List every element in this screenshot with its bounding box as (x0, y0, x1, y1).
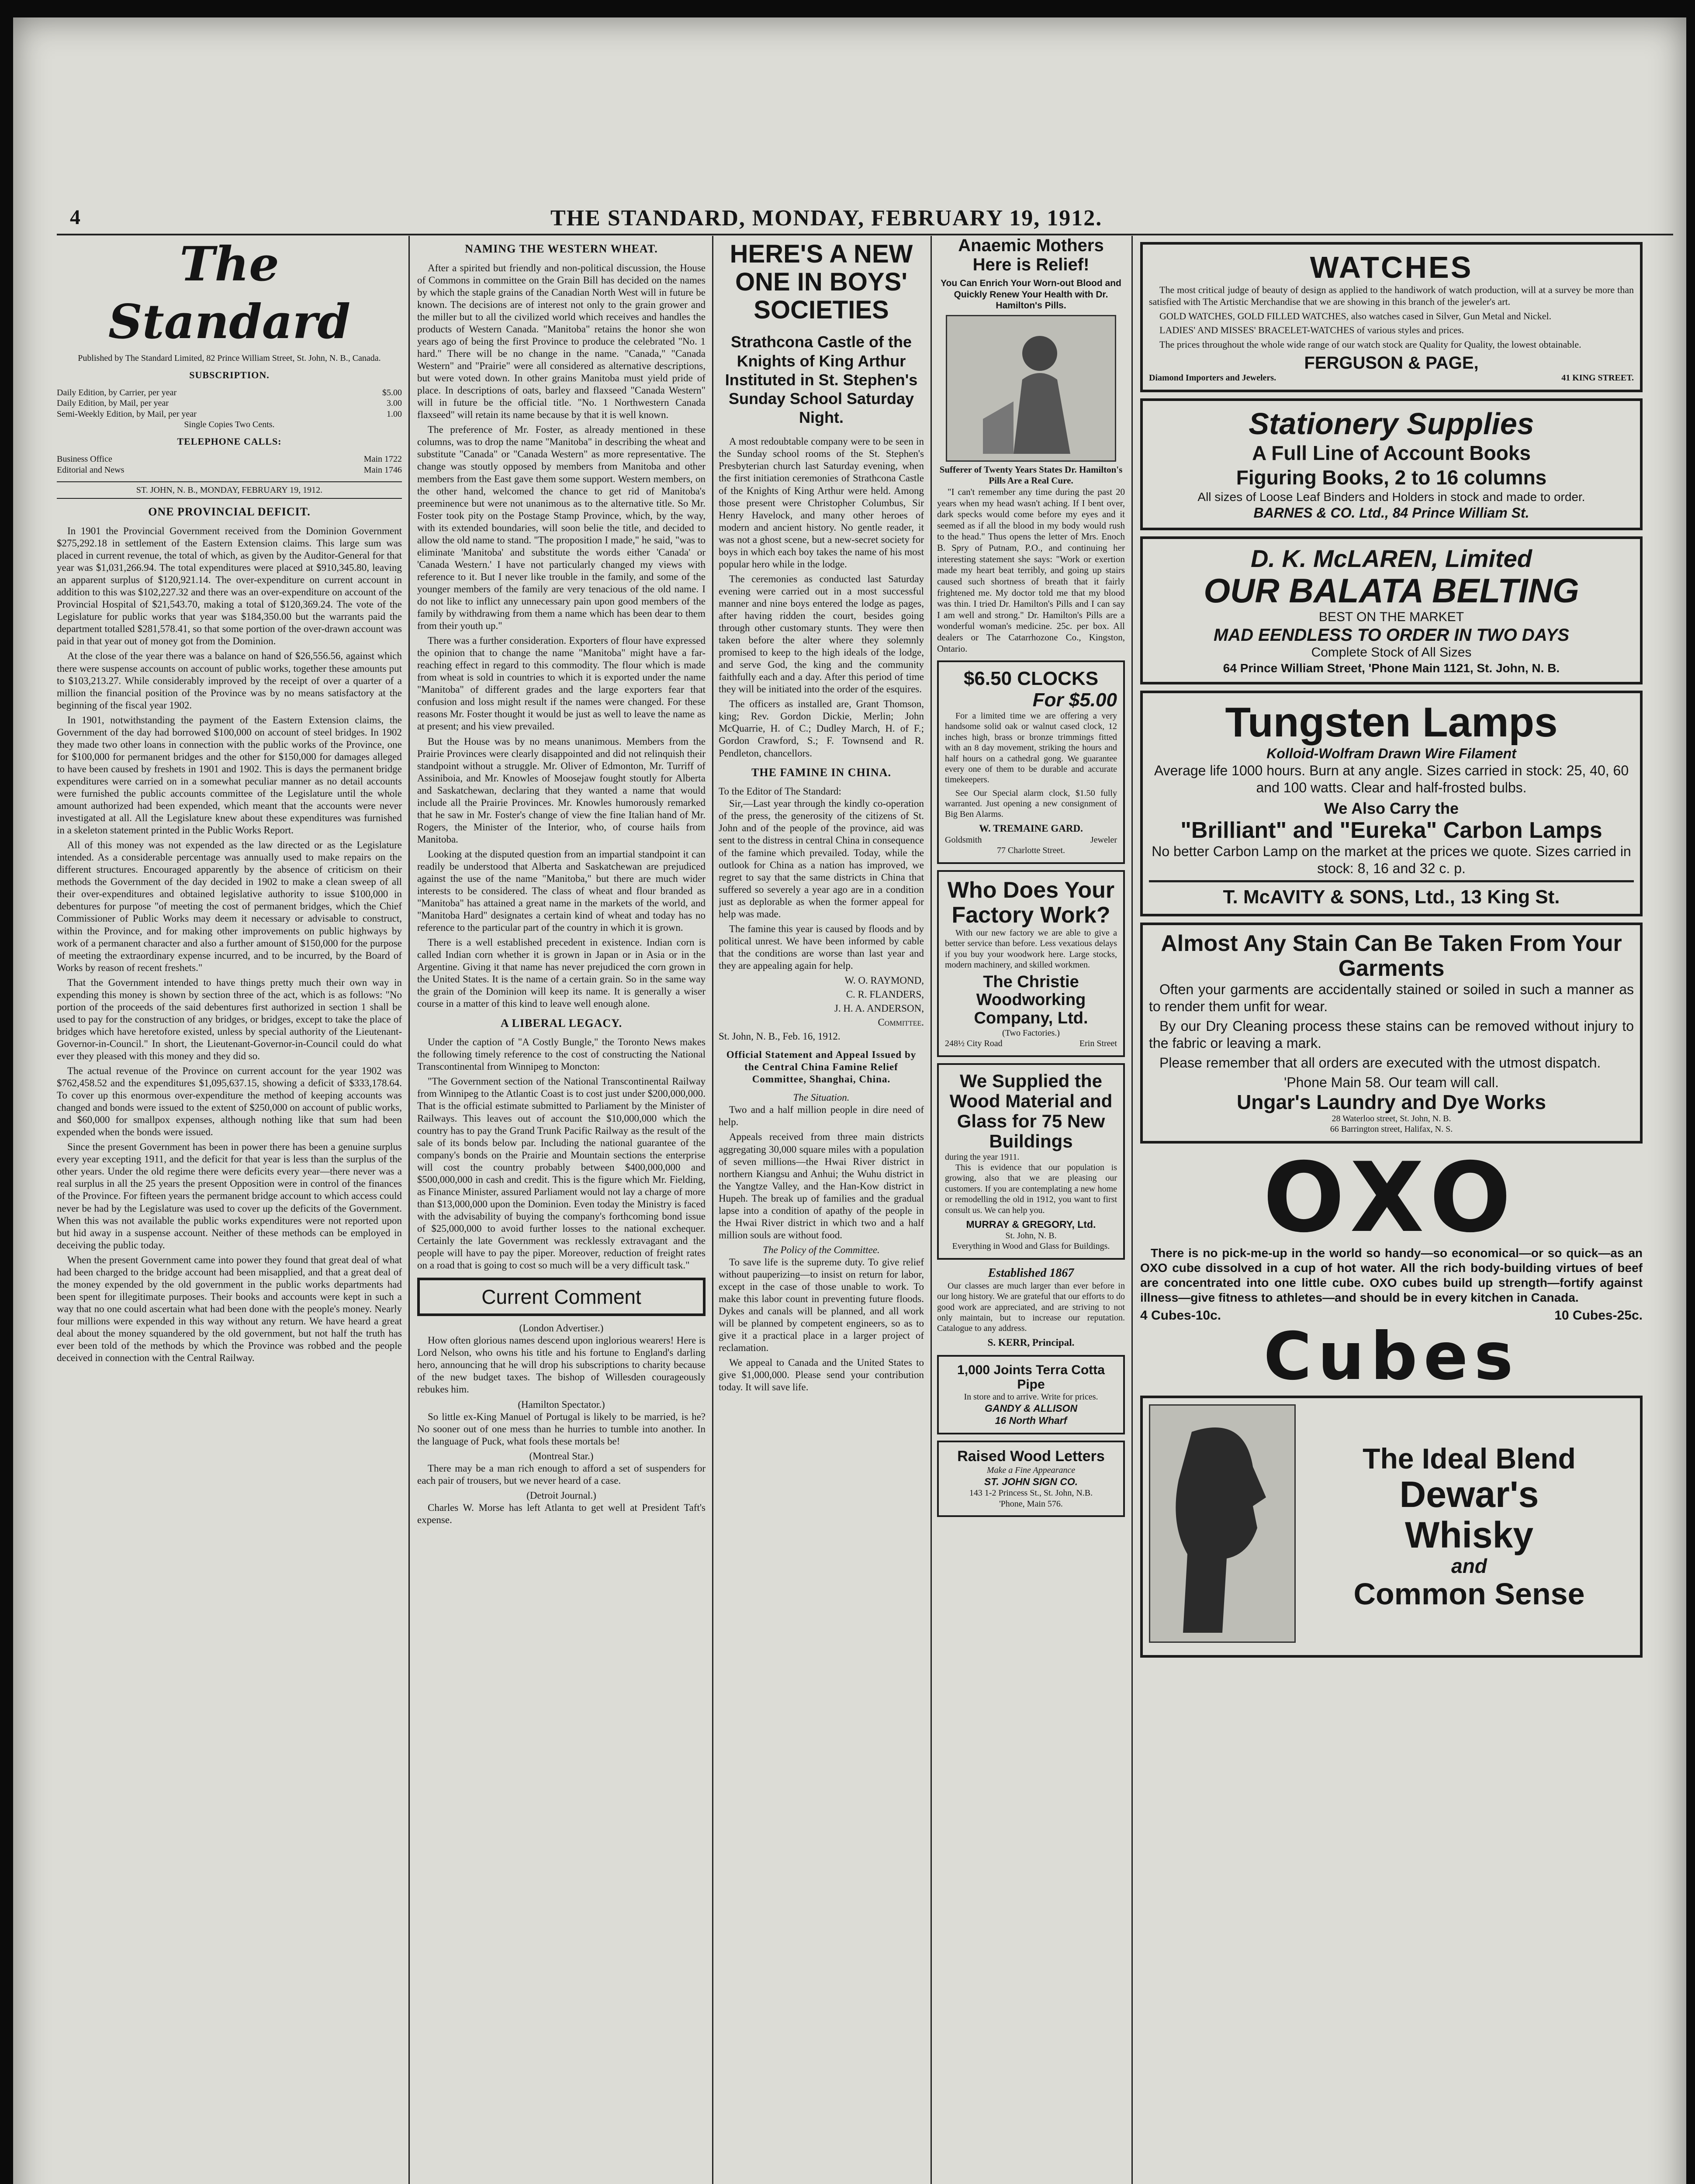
rates-table (57, 387, 402, 430)
column-rule (931, 236, 932, 2184)
ad-factory-work (937, 870, 1125, 1057)
ad-line: We Also Carry the (1324, 799, 1459, 818)
price-right: 10 Cubes-25c. (1554, 1308, 1643, 1323)
ad-firm: FERGUSON & PAGE, (1304, 353, 1479, 373)
ad-ungar-laundry (1140, 923, 1643, 1144)
ad-caption: Sufferer of Twenty Years States Dr. Hamilton's Pills Are a Real Cure. (939, 464, 1123, 486)
ad-title: $6.50 CLOCKS (963, 668, 1099, 690)
ad-brands: "Brilliant" and "Eureka" Carbon Lamps (1180, 818, 1602, 843)
ad-tagline: Everything in Wood and Glass for Buildings. (952, 1241, 1110, 1251)
comment-text: Charles W. Morse has left Atlanta to get well at President Taft's expense. (417, 1502, 706, 1525)
article-paragraph: There is a well established precedent in existence. Indian corn is called Indian corn whether it is grown in Japan or in Asia or in the Argentine. Giving it that name has never prejudiced the corn grown in the United States. It is the name of a certain grain. So in the same way the grain of the Dominion will keep its name. It is generally a wiser course in a matter of this kind to leave well enough alone. (417, 937, 706, 1009)
ad-line: The Ideal Blend (1363, 1442, 1576, 1475)
profile-illustration (1149, 1404, 1296, 1643)
ad-established: Established 1867 (988, 1266, 1074, 1280)
rate-row (57, 387, 402, 398)
ad-terra-cotta-pipe (937, 1355, 1125, 1434)
ad-text: Average life 1000 hours. Burn at any angle. Sizes carried in stock: 25, 40, 60 and 100 watts. Clear and half-frosted bulbs. (1154, 763, 1629, 796)
article-paragraph: Appeals received from three main districts aggregating 30,000 square miles with a population of seven millions—the Hwai River district in northern Kiangsu and Anhui; the Wuhu district in the Yangtze Valley, and the Han-Kow district in Hupeh. The break up of families and the gradual lapse into a condition of apathy of the people in the Hwai River district in which two and a half million souls are without food. (719, 1131, 924, 1241)
signature: Committee. (878, 1017, 924, 1028)
ad-footer (1149, 373, 1634, 383)
ad-text: In store and to arrive. Write for prices. (964, 1392, 1098, 1402)
article-paragraph: Two and a half million people in dire need of help. (719, 1104, 924, 1128)
phone-value: Main 1746 (363, 465, 402, 475)
article-paragraph: Sir,—Last year through the kindly co-operation of the press, the generosity of the citizens of St. John and of the people of the province, aid was sent to the distress in central China in consequence of the famine which prevailed. Today, while the outlook for China as a nation has improved, we regret to say that the same districts in China that suffered so severely a year ago are in a condition just as deplorable as when the former appeal for help was made. (719, 798, 924, 919)
letter-salutation: To the Editor of The Standard: (719, 786, 841, 797)
ad-address: 64 Prince William Street, 'Phone Main 1121, St. John, N. B. (1223, 661, 1560, 675)
ad-seller: GANDY & ALLISON (984, 1403, 1078, 1414)
article-paragraph: The ceremonies as conducted last Saturday evening were carried out in a most successful manner and nine boys entered the lodge as pages, after having ridden the court, besides going through other customary stunts. They were then taken before the alter where they solemnly promised to keep to the high ideals of the lodge, and serve God, the king and the community faithfully each and a day. After this period of time they will be initiated into the order of the esquires. (719, 573, 924, 695)
phone-row (57, 454, 402, 464)
ad-seller: W. TREMAINE GARD. (979, 822, 1083, 834)
column-rule (712, 236, 713, 2184)
article-paragraph: To save life is the supreme duty. To give relief without pauperizing—to insist on return for labor, except in the case of those unable to work. To make this labor count in preventing future floods. Dykes and canals will be planned, and all work will be planned by competent engineers, so as to give it a practical place in a larger project of reclamation. (719, 1256, 924, 1354)
ad-address: 143 1-2 Princess St., St. John, N.B. (969, 1488, 1093, 1498)
article-paragraph: The officers as installed are, Grant Thomson, king; Rev. Gordon Dickie, Merlin; John McQuarrie, H. of C.; Dudley March, H. of F.; Gordon Crawford, S.; F. Townsend and R. Pendleton, chancellors. (719, 698, 924, 759)
ad-title: Raised Wood Letters (957, 1448, 1105, 1465)
phone-row (57, 465, 402, 475)
article-headline: ONE PROVINCIAL DEFICIT. (148, 505, 311, 518)
comment-text: There may be a man rich enough to afford a set of suspenders for each pair of trousers, but we never heard of a case. (417, 1462, 706, 1486)
rate-label: Semi-Weekly Edition, by Mail, per year (57, 409, 197, 419)
column-editorial (57, 236, 402, 2184)
ad-signer: S. KERR, Principal. (987, 1337, 1075, 1348)
official-heading: Official Statement and Appeal Issued by the Central China Famine Relief Committee, Shanghai, China. (726, 1049, 917, 1085)
article-paragraph: Since the present Government has been in power there has been a genuine surplus every year excepting 1911, and the deficit for that year is less than the surplus of the other years. Under the old regime there were deficits every year—there never was a real surplus in all the 25 years the present Opposition were in control of the finances of the Province. For fifteen years the permanent bridge account to which access could never be had by the Legislature was used to cover up the deficits of the Government. When this was not available the public works expenditures were not reported upon but hid away in a suspense account. Neither of these methods can be employed in deceiving the public today. (57, 1141, 402, 1251)
ad-line: Figuring Books, 2 to 16 columns (1236, 466, 1547, 489)
rate-row (57, 409, 402, 419)
article-paragraph: Under the caption of "A Costly Bungle," the Toronto News makes the following timely reference to the cost of constructing the National Transcontinental from Winnipeg to Moncton: (417, 1037, 706, 1072)
ad-product: OUR BALATA BELTING (1204, 571, 1579, 610)
ad-company: The Christie Woodworking Company, Ltd. (974, 972, 1088, 1028)
rate-value: 3.00 (387, 398, 402, 408)
price-left: 4 Cubes-10c. (1140, 1308, 1221, 1323)
article-paragraph: But the House was by no means unanimous. Members from the Prairie Provinces were clearly disappointed and did not relinquish their standpoint without a struggle. Mr. Oliver of Edmonton, Mr. Turriff of Assiniboia, and Mr. Knowles of Moosejaw fought stoutly for Alberta and Saskatchewan, declaring that they wanted a name that would include all the Prairie Provinces. Mr. Knowles humorously remarked that he saw in Mr. Foster's change of view the fine Italian hand of Mr. Rogers, the Minister of the Interior, who, of course hails from Manitoba. (417, 736, 706, 845)
article-paragraph: Looking at the disputed question from an impartial standpoint it can readily be understood that Alberta and Saskatchewan are prejudiced against the use of the name "Manitoba," but there are much wider interests to be considered. The class of wheat and flour branded as "Manitoba" has attained a great name in the markets of the world, and "Manitoba Hard" designates a certain kind of wheat and today has no reference to the particular part of the country in which it is grown. (417, 848, 706, 933)
ad-title: WATCHES (1310, 250, 1473, 284)
publisher-line: Published by The Standard Limited, 82 Prince William Street, St. John, N. B., Canada. (78, 353, 381, 363)
ad-text: LADIES' AND MISSES' BRACELET-WATCHES of various styles and prices. (1159, 325, 1464, 336)
footer-left: Diamond Importers and Jewelers. (1149, 373, 1276, 383)
article-paragraph: When the present Government came into power they found that great deal of what had been charged to the bridge account had been misapplied, and that a great deal of the money expended by the old government in the public works departments had been spent for illegitimate purposes. Their books and accounts were kept in such a way that no one could ascertain what had been done with the people's money. Nearly four millions were expended in this way without any return. We have heard a great deal about the money squandered by the old government, but not half the truth has ever been told of the methods by which the Province was robbed and the people deceived in connection with the Central Railway. (57, 1254, 402, 1364)
comment-source: (Montreal Star.) (529, 1450, 594, 1462)
article-paragraph: A most redoubtable company were to be seen in the Sunday school rooms of the St. Stephen's Presbyterian church last Saturday evening, when the first initiation ceremonies of Strathcona Castle of the Knights of King Arthur were held. Among those present were Christopher Columbus, Sir Henry Havelock, and many other heroes of modern and ancient history. No gentle reader, it was not a ghost scene, but a new-secret society for boys in which each boy takes the name of his most popular hero while in the lodge. (719, 436, 924, 570)
ad-clocks (937, 660, 1125, 864)
ad-addresses (945, 1038, 1117, 1049)
article-paragraph: After a spirited but friendly and non-political discussion, the House of Commons in committee on the Grain Bill has decided on the names by which the staple grains of the Canadian North West will in future be known. The decisions are of interest not only to the grain grower and the miller but to all the civilized world which receives and handles the products of Western Canada. "Manitoba" retains the honor she won years ago of being the first Province to produce the celebrated "No. 1 hard." There will be no change in the name. "Canada," "Canada Western" and "Prairie" were all considered as alternative descriptions, but were voted down. In other grains Manitoba must yield pride of place. In descriptions of oats, barley and flaxseed "Canada Western" will in future be the official title. "No. 1 Northwestern Canada flaxseed" will retain its name because by that it is well known. (417, 262, 706, 421)
column-ads-wide (1140, 236, 1643, 2184)
phone-label: Business Office (57, 454, 112, 464)
subscription-heading: SUBSCRIPTION. (189, 369, 270, 380)
ad-text: With our new factory we are able to give a better service than before. Less vexatious delays if you buy your woodwork here. Large stocks, modern machinery, and skilled workmen. (945, 928, 1117, 970)
ad-text: "I can't remember any time during the past 20 years when my head wasn't aching. If I bent over, dark specks would come before my eyes and it seemed as if all the blood in my body would rush to the head." Thus opens the letter of Mrs. Enoch B. Spry of Putnam, P.O., and continuing her interesting statement she says: "Work or exertion made my heart beat terribly, and going up stairs caused such shortness of breath that it fairly frightened me. My doctor told me that my blood was thin. I tried Dr. Hamilton's Pills and I can say I am well and strong." Dr. Hamilton's Pills are a wonderful woman's medicine. 25c. per box. All dealers or The Catarrhozone Co., Kingston, Ontario. (937, 487, 1125, 654)
article-headline: A LIBERAL LEGACY. (500, 1016, 623, 1030)
ad-text: This is evidence that our population is growing, also that we are pleasing our customers. If you are contemplating a new home or remodelling the old in 1912, you want to first consult us. We can help you. (945, 1162, 1117, 1215)
rate-label: Daily Edition, by Mail, per year (57, 398, 169, 408)
article-subhead: Strathcona Castle of the Knights of King Arthur Instituted in St. Stephen's Sunday School Saturday Night. (725, 333, 918, 427)
rate-value: 1.00 (387, 409, 402, 419)
ad-phone: 'Phone Main 58. Our team will call. (1284, 1075, 1499, 1091)
article-headline: THE FAMINE IN CHINA. (751, 766, 891, 779)
ad-text: The most critical judge of beauty of design as applied to the handiwork of watch production, will at a survey be more than satisfied with The Artistic Merchandise that we are showing in this branch of the jeweler's art. (1149, 284, 1634, 307)
ad-title: 1,000 Joints Terra Cotta Pipe (957, 1362, 1105, 1392)
page-number: 4 (70, 206, 80, 229)
ad-text: The prices throughout the whole wide range of our watch stock are Quality for Quality, the lowest obtainable. (1159, 339, 1581, 350)
ad-place: St. John, N. B. (1005, 1230, 1057, 1241)
signature: C. R. FLANDERS, (846, 989, 924, 1000)
ad-subtitle: You Can Enrich Your Worn-out Blood and Quickly Renew Your Health with Dr. Hamilton's Pills. (941, 278, 1121, 311)
phone-value: Main 1722 (363, 454, 402, 464)
comment-text: So little ex-King Manuel of Portugal is likely to be married, is he? No sooner out of one mess than he hurries to tumble into another. In the language of Puck, what fools these mortals be! (417, 1411, 706, 1447)
dateline: ST. JOHN, N. B., MONDAY, FEBRUARY 19, 1912. (57, 481, 402, 499)
dewars-copy (1304, 1404, 1634, 1649)
ad-text: Please remember that all orders are executed with the utmost dispatch. (1159, 1055, 1601, 1071)
ad-line: All sizes of Loose Leaf Binders and Holders in stock and made to order. (1197, 490, 1585, 504)
comment-source: (Detroit Journal.) (526, 1489, 596, 1501)
column-rule (1131, 236, 1133, 2184)
ad-address: 66 Barrington street, Halifax, N. S. (1330, 1124, 1453, 1134)
role-left: Goldsmith (945, 835, 982, 845)
column-editorial-2 (417, 236, 706, 2184)
article-paragraph: "The Government section of the National Transcontinental Railway from Winnipeg to the Atlantic Coast is to cost just under $200,000,000. That is the official estimate submitted to Parliament by the Minister of Railways. This leaves out of account the $10,000,000 which the country has to pay the Grand Trunk Pacific Railway as the result of the sale of its bonds below par. Including the national guarantee of the company's bonds on the Prairie and Mountain sections the enterprise will cost the country probably between $400,000,000 and $500,000,000 in cash and credit. This is the figure which Mr. Fielding, as Finance Minister, assured Parliament would not lay a charge of more than $13,000,000 upon the Dominion. Even today the Ministry is faced with the advisability of buying the company's forthcoming bond issue of $25,000,000 to avoid further losses to the national exchequer. Certainly the late Government was recklessly extravagant and the people will have to pay the piper. Moreover, reduction of freight rates on a road that is going to cost so much will be a very difficult task." (417, 1076, 706, 1271)
ad-title: Almost Any Stain Can Be Taken From Your Garments (1161, 930, 1622, 981)
article-paragraph: There was a further consideration. Exporters of flour have expressed the opinion that to change the name "Manitoba" might have a far-reaching effect in regard to this commodity. The flour which is made from wheat is sold in countries to which it is exported under the name "Manitoba" of different grades and the large exporters fear that confusion and loss might result if the names were changed. For these reasons Mr. Foster thought it would be just as well to leave the name as at present; and his view prevailed. (417, 635, 706, 732)
running-head: THE STANDARD, MONDAY, FEBRUARY 19, 1912. (550, 206, 1103, 231)
phone-heading: TELEPHONE CALLS: (177, 436, 282, 447)
signature: J. H. A. ANDERSON, (834, 1003, 924, 1014)
seller-roles (945, 835, 1117, 845)
ad-subtitle: Make a Fine Appearance (986, 1465, 1076, 1475)
ad-firm: Ungar's Laundry and Dye Works (1237, 1091, 1546, 1114)
ad-title: Who Does Your Factory Work? (947, 877, 1115, 928)
ad-line: Common Sense (1353, 1576, 1585, 1611)
ad-subtitle: Kolloid-Wolfram Drawn Wire Filament (1266, 746, 1516, 762)
ad-company: ST. JOHN SIGN CO. (984, 1476, 1078, 1488)
ad-line: Dewar's (1399, 1474, 1539, 1515)
article-headline: NAMING THE WESTERN WHEAT. (465, 242, 658, 255)
woman-icon (965, 323, 1097, 454)
ad-dewars (1140, 1396, 1643, 1658)
phone-label: Editorial and News (57, 465, 125, 475)
rate-value: $5.00 (382, 387, 402, 397)
ad-text: No better Carbon Lamp on the market at the prices we quote. Sizes carried in stock: 8, 16 and 32 c. p. (1152, 843, 1631, 877)
ad-line: MAD EENDLESS TO ORDER IN TWO DAYS (1213, 625, 1570, 645)
article-paragraph: That the Government intended to have things pretty much their own way in expending this money is shown by section three of the act, which is as follows: "No portion of the proceeds of the said debentures first authorized in section 1 shall be used to pay for the construction of any bridges, or bridges, except to take the place of bridges which have heretofore existed, unless by special authority of the Lieutenant-Governor-in-Council." In short, the Lieutenant-Governor-in-Council could do what ever they pleased with this money and they did so. (57, 977, 402, 1061)
ad-line: BEST ON THE MARKET (1318, 610, 1464, 625)
single-copies: Single Copies Two Cents. (184, 419, 275, 429)
ad-tungsten-lamps (1140, 691, 1643, 916)
section-heading: The Policy of the Committee. (763, 1244, 880, 1255)
letter-dateline: St. John, N. B., Feb. 16, 1912. (719, 1031, 841, 1042)
ad-line: Whisky (1404, 1514, 1534, 1555)
ad-text: Often your garments are accidentally stained or soiled in such a manner as to render them unfit for wear. (1149, 981, 1634, 1015)
article-paragraph: The preference of Mr. Foster, as already mentioned in these columns, was to drop the name "Manitoba" in describing the wheat and substitute "Canada" or "Canada Western" as more representative. The change was stoutly opposed by members from Manitoba and other members from the East gave them some support. Western members, on the other hand, welcomed the chance to get rid of Manitoba's preeminence but were not unanimous as to the alternative title. So Mr. Foster took pity on the Postage Stamp Province, which, by the way, with its extended boundaries, will soon belie the title, and decided to allow the old name to stand. "The proposition I made," he said, "was to eliminate 'Manitoba' and substitute the words either 'Canada' or 'Canada Western.' I have not particularly changed my views with reference to it. But I never like trouble in the family, and some of the younger members of the family are very tenacious of the old name. I do not like to inflict any unnecessary pain upon good members of the family by withdrawing from them a name which has been dear to them from their youth up." (417, 424, 706, 632)
article-headline: HERE'S A NEW ONE IN BOYS' SOCIETIES (730, 240, 913, 324)
column-news (719, 236, 924, 2184)
ad-title: Anaemic Mothers Here is Relief! (958, 236, 1104, 274)
ad-murray-gregory (937, 1063, 1125, 1260)
mother-illustration (946, 315, 1116, 462)
address-right: Erin Street (1079, 1039, 1117, 1049)
cubes-logo: Cubes (1263, 1319, 1519, 1395)
rate-row (57, 398, 402, 408)
ad-address: 16 North Wharf (995, 1415, 1067, 1427)
ad-kerr-college (937, 1266, 1125, 1349)
ad-stationery (1140, 398, 1643, 530)
role-right: Jeweler (1090, 835, 1117, 845)
ad-text: GOLD WATCHES, GOLD FILLED WATCHES, also watches cased in Silver, Gun Metal and Nickel. (1159, 310, 1552, 321)
article-paragraph: In 1901, notwithstanding the payment of the Eastern Extension claims, the Government of the day had borrowed $100,000 on account of steel bridges. In 1902 they made two other loans in connection with the public works of the Province, one for $100,000 for permanent bridges and the other for $150,000 for damages alleged to have been caused by freshets in 1901 and 1902. This is days the permanent bridge expenditures were carried on in a somewhat peculiar manner as no detail accounts were furnished the public accounts committee of the Legislature until the whole amount authorized had been expended, which meant that the accounts were never investigated at all. All the Legislature knew about these expenditures was furnished in a skeleton statement printed in the Public Works Report. (57, 714, 402, 836)
ad-title: D. K. McLAREN, Limited (1250, 544, 1532, 572)
ad-line: and (1451, 1554, 1487, 1577)
page-header (70, 205, 1660, 232)
section-heading: The Situation. (793, 1092, 850, 1103)
newspaper-page (13, 17, 1686, 2184)
article-paragraph: At the close of the year there was a balance on hand of $26,556.56, against which there were suspense accounts on account of public works, together these amounts put to $103,213.27. While considerably improved by the receipt of over a quarter of a million the financial position of the Province was by no means satisfactory at the beginning of the fiscal year 1902. (57, 650, 402, 711)
ad-raised-letters (937, 1441, 1125, 1517)
ad-mclaren-belting (1140, 536, 1643, 684)
ad-text: See Our Special alarm clock, $1.50 fully warranted. Just opening a new consignment of Big Ben Alarms. (945, 788, 1117, 819)
ad-subtitle: during the year 1911. (945, 1152, 1020, 1162)
current-comment-banner: Current Comment (417, 1278, 706, 1316)
ad-phone: 'Phone, Main 576. (999, 1499, 1063, 1509)
phones-table (57, 454, 402, 475)
column-ads-narrow (937, 236, 1125, 2184)
header-rule (57, 234, 1673, 235)
ad-line: Complete Stock of All Sizes (1311, 645, 1472, 660)
ad-firm: T. McAVITY & SONS, Ltd., 13 King St. (1149, 880, 1634, 908)
article-paragraph: The famine this year is caused by floods and by political unrest. We have been informed by cable that the conditions are worse than last year and they are appealing again for help. (719, 923, 924, 971)
ad-line: A Full Line of Account Books (1252, 441, 1531, 464)
address-left: 248½ City Road (945, 1039, 1003, 1049)
ad-title: Tungsten Lamps (1225, 698, 1558, 746)
comment-text: How often glorious names descend upon inglorious wearers! Here is Lord Nelson, who owns his title and his fortune to England's darling hero, announcing that he will drop his subscriptions to charity because of the new budget taxes. The bishop of Willesden courageously rebukes him. (417, 1335, 706, 1395)
article-paragraph: All of this money was not expended as the law directed or as the Legislature intended. As a considerable percentage was annually used to make repairs on the different structures. Encouraged apparently by the absence of criticism on their methods the Government of the day decided in 1902 to make a clean sweep of all their over-expenditures and obtained legislative authority to issue $100,000 in debentures for purpose "of meeting the cost of permanent bridges, which the Chief Commissioner of Public Works may deem it necessary or advisable to construct, within the Province, and for making other improvements on public highways by work of a permanent character and also a further amount of $150,000 for the purpose of meeting the extraordinary expense incurred, and to be incurred, by the Board of Works by reason of recent freshets." (57, 840, 402, 973)
ad-text: By our Dry Cleaning process these stains can be removed without injury to the fabric or leaving a mark. (1149, 1018, 1634, 1051)
oxo-logo: OXO (1263, 1141, 1520, 1254)
signature: W. O. RAYMOND, (844, 975, 924, 986)
ad-title: Stationery Supplies (1249, 406, 1534, 441)
ad-text: Our classes are much larger than ever before in our long history. We are grateful that our efforts to do good work are appreciated, and are striving to not only maintain, but to increase our reputation. Catalogue to any address. (937, 1281, 1125, 1334)
head-profile-icon (1166, 1414, 1279, 1633)
article-paragraph: In 1901 the Provincial Government received from the Dominion Government $275,292.18 in settlement of the Eastern Extension claims. This large sum was placed in current revenue, the total of which, as given by the Auditor-General for that year was $1,031,266.94. The total expenditures were placed at $910,345.80, leaving an apparent surplus of $120,921.14. The over-expenditure on current account in addition to this was $102,227.32 and there was an over-expenditure on account of the Provincial Hospital of $21,543.70, making a total of $120,369.24. The vote of the Legislature for public works that year was $184,350.00 but the warrants paid the department totalled $281,578.41, so that some portion of the over-drawn account was paid in that year out of money got from the Dominion. (57, 525, 402, 647)
rate-label: Daily Edition, by Carrier, per year (57, 387, 177, 397)
ad-address: 28 Waterloo street, St. John, N. B. (1332, 1114, 1451, 1124)
ad-address: 77 Charlotte Street. (996, 846, 1065, 856)
article-paragraph: The actual revenue of the Province on current account for the year 1902 was $762,458.52 and the expenditures $1,095,637.15, showing a deficit of $333,178.64. To cover up this enormous over-expenditure the method of keeping accounts was changed and bonds were issued to the extent of $250,000 on account of public works, and $60,000 for smallpox expenses, although nothing like that sum had been expended when the bonds were issued. (57, 1065, 402, 1138)
masthead-title: The Standard (108, 237, 351, 349)
column-rule (408, 236, 410, 2184)
comment-source: (London Advertiser.) (519, 1323, 604, 1334)
ad-note: (Two Factories.) (1002, 1028, 1060, 1038)
ad-watches (1140, 242, 1643, 392)
ad-firm: BARNES & CO. Ltd., 84 Prince William St. (1253, 505, 1529, 521)
ad-text: For a limited time we are offering a very handsome solid oak or walnut cased clock, 12 inches high, brass or bronze trimmings fitted with an 8 day movement, striking the hours and half hours on a cathedral gong. We guarantee every one of them to be durable and accurate timekeepers. (945, 711, 1117, 785)
ad-anaemic-mothers (937, 236, 1125, 654)
footer-right: 41 KING STREET. (1561, 373, 1634, 383)
ad-price: For $5.00 (1032, 689, 1117, 711)
ad-text: There is no pick-me-up in the world so handy—so economical—or so quick—as an OXO cube dissolved in a cup of hot water. All the rich body-building virtues of beef are concentrated into one little cube. OXO cubes build up strength—fortify against illness—give fitness to athletes—and should be in every kitchen in Canada. (1140, 1246, 1643, 1305)
article-paragraph: We appeal to Canada and the United States to give $1,000,000. Please send your contribution today. It will save life. (719, 1357, 924, 1393)
comment-source: (Hamilton Spectator.) (518, 1399, 605, 1410)
ad-company: MURRAY & GREGORY, Ltd. (966, 1218, 1096, 1230)
ad-oxo (1140, 1141, 1643, 1395)
ad-title: We Supplied the Wood Material and Glass for 75 New Buildings (949, 1070, 1113, 1152)
